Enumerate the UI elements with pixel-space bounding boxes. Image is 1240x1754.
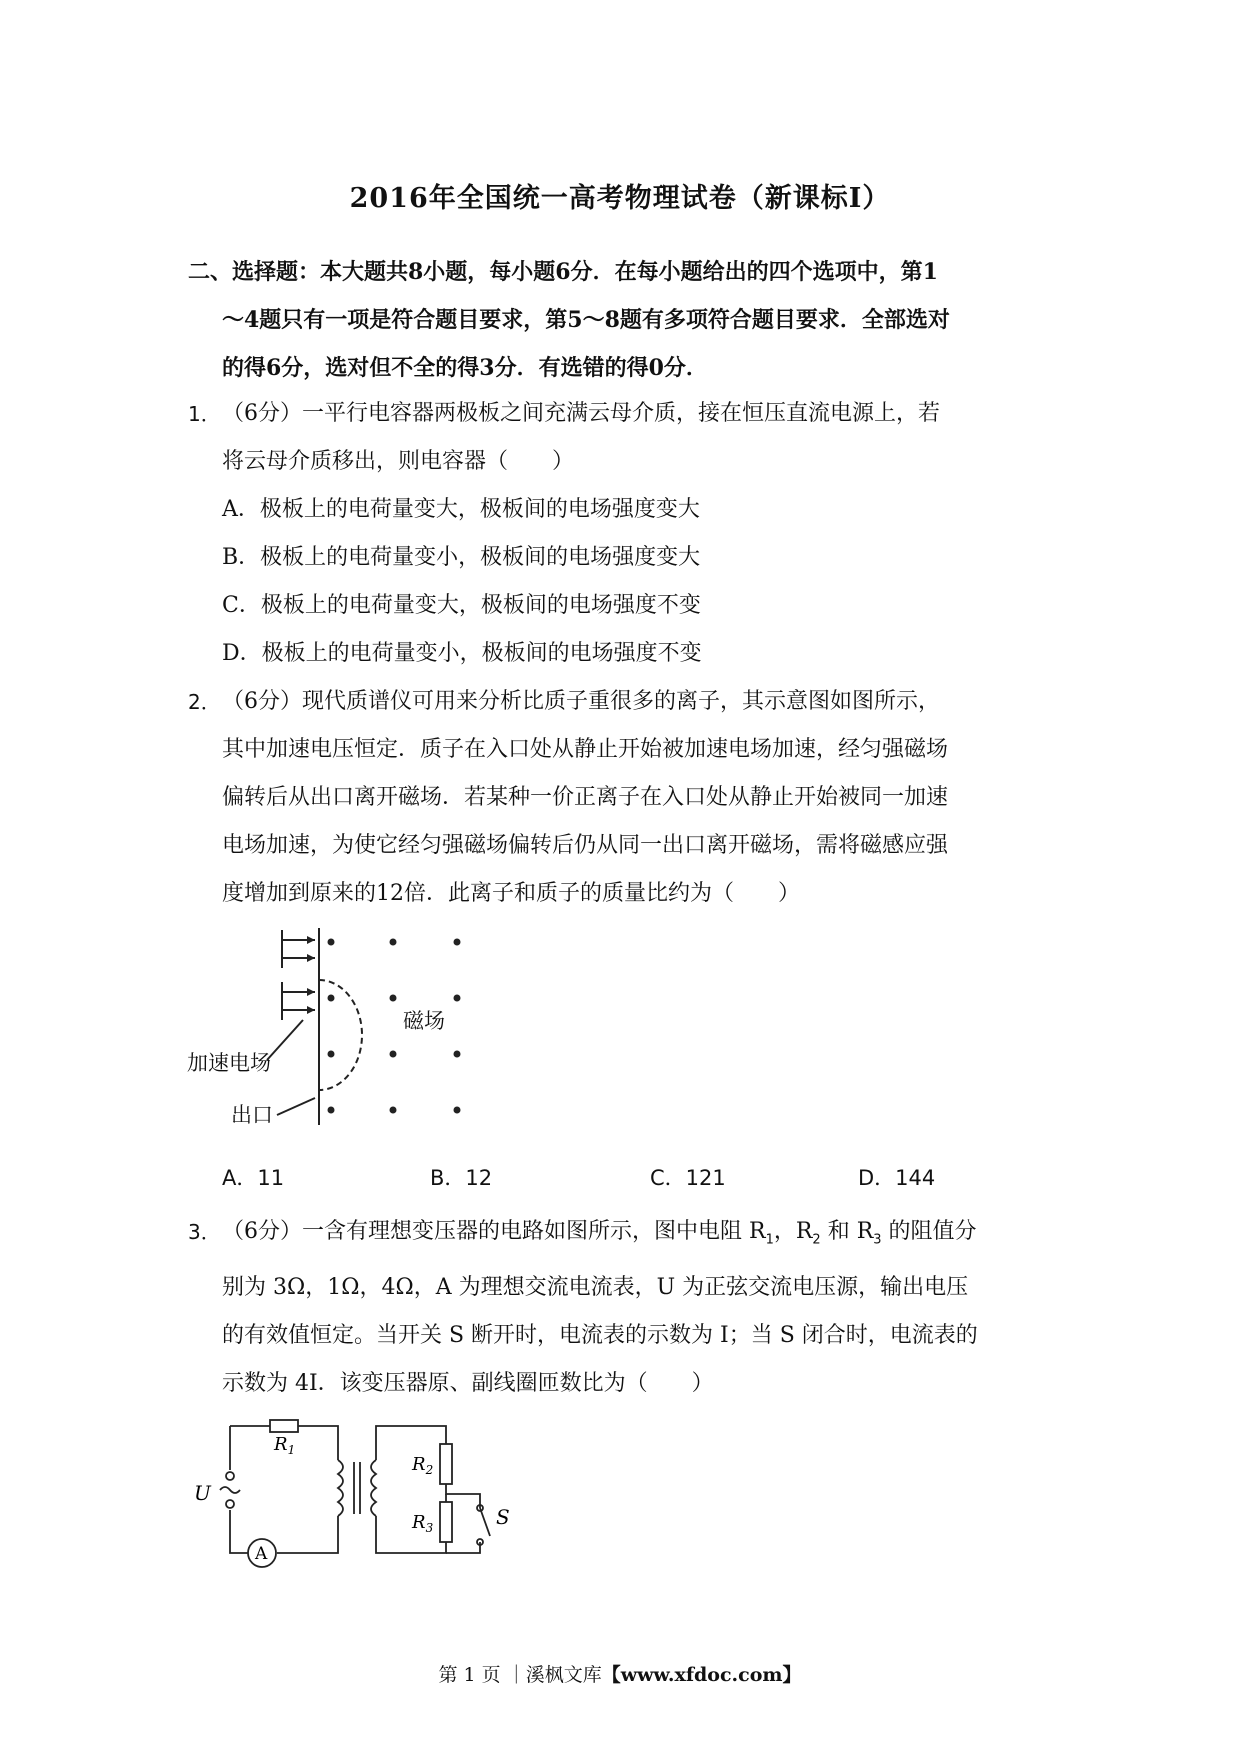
question-1 (188, 390, 1058, 486)
question-3 (188, 1208, 1058, 1408)
question-line: 度增加到原来的12倍．此离子和质子的质量比约为（ ） (222, 881, 800, 906)
question-line: 的有效值恒定。当开关 S 断开时，电流表的示数为 I；当 S 闭合时，电流表的 (222, 1323, 978, 1349)
question-2 (188, 678, 1058, 918)
footer-link[interactable]: 【www.xfdoc.com】 (601, 1664, 802, 1686)
transformer-circuit-figure (190, 1408, 540, 1578)
question-number: 2． (188, 690, 221, 714)
question-line: 示数为 4I．该变压器原、副线圈匝数比为（ ） (222, 1371, 714, 1397)
section-line-2: ～4题只有一项是符合题目要求，第5～8题有多项符合题目要求．全部选对 (222, 307, 950, 333)
accel-label: 加速电场 (187, 1051, 271, 1075)
option-b: B．极板上的电荷量变小，极板间的电场强度变大 (222, 545, 701, 570)
r3-label: $R_3$ (412, 1512, 434, 1535)
question-number: 3． (188, 1220, 221, 1244)
section-line-1: 二、选择题：本大题共8小题，每小题6分．在每小题给出的四个选项中，第1 (188, 259, 938, 285)
question-line: 别为 3Ω，1Ω，4Ω，A 为理想交流电流表，U 为正弦交流电压源，输出电压 (222, 1275, 969, 1301)
page-footer (0, 1660, 1240, 1687)
section-heading (188, 248, 1058, 392)
option-a: A．11 (222, 1166, 285, 1190)
footer-text: 第 1 页 ｜溪枫文库 (438, 1664, 602, 1686)
field-label: 磁场 (403, 1009, 445, 1033)
section-line-3: 的得6分，选对但不全的得3分．有选错的得0分． (222, 355, 708, 381)
option-c: C．121 (650, 1166, 726, 1190)
r1-label: $R_1$ (274, 1434, 296, 1457)
ammeter-label: A (255, 1544, 268, 1564)
question-line: 电场加速，为使它经匀强磁场偏转后仍从同一出口离开磁场，需将磁感应强 (222, 833, 949, 858)
r2-label: $R_2$ (412, 1454, 434, 1477)
option-c: C．极板上的电荷量变大，极板间的电场强度不变 (222, 593, 701, 618)
mass-spectrometer-figure (185, 920, 485, 1135)
option-d: D．极板上的电荷量变小，极板间的电场强度不变 (222, 641, 702, 666)
question-line: 其中加速电压恒定．质子在入口处从静止开始被加速电场加速，经匀强磁场 (222, 737, 949, 762)
question-1-options (222, 486, 702, 678)
question-number: 1． (188, 402, 221, 426)
question-line: （6分）现代质谱仪可用来分析比质子重很多的离子，其示意图如图所示， (222, 689, 940, 714)
question-line: 将云母介质移出，则电容器（ ） (222, 449, 575, 474)
switch-label: S (496, 1505, 510, 1529)
option-d: D．144 (858, 1166, 936, 1190)
option-b: B．12 (430, 1166, 493, 1190)
option-a: A．极板上的电荷量变大，极板间的电场强度变大 (222, 497, 700, 522)
exit-label: 出口 (231, 1103, 273, 1127)
question-line: （6分）一含有理想变压器的电路如图所示，图中电阻 $R_1$，$R_2$ 和 $R_3$ 的阻值分 (222, 1219, 977, 1248)
paper-title: 2016年全国统一高考物理试卷（新课标Ⅰ） (349, 183, 891, 214)
question-line: 偏转后从出口离开磁场．若某种一价正离子在入口处从静止开始被同一加速 (222, 785, 949, 810)
source-label: U (194, 1481, 211, 1505)
question-line: （6分）一平行电容器两极板之间充满云母介质，接在恒压直流电源上，若 (222, 401, 940, 426)
